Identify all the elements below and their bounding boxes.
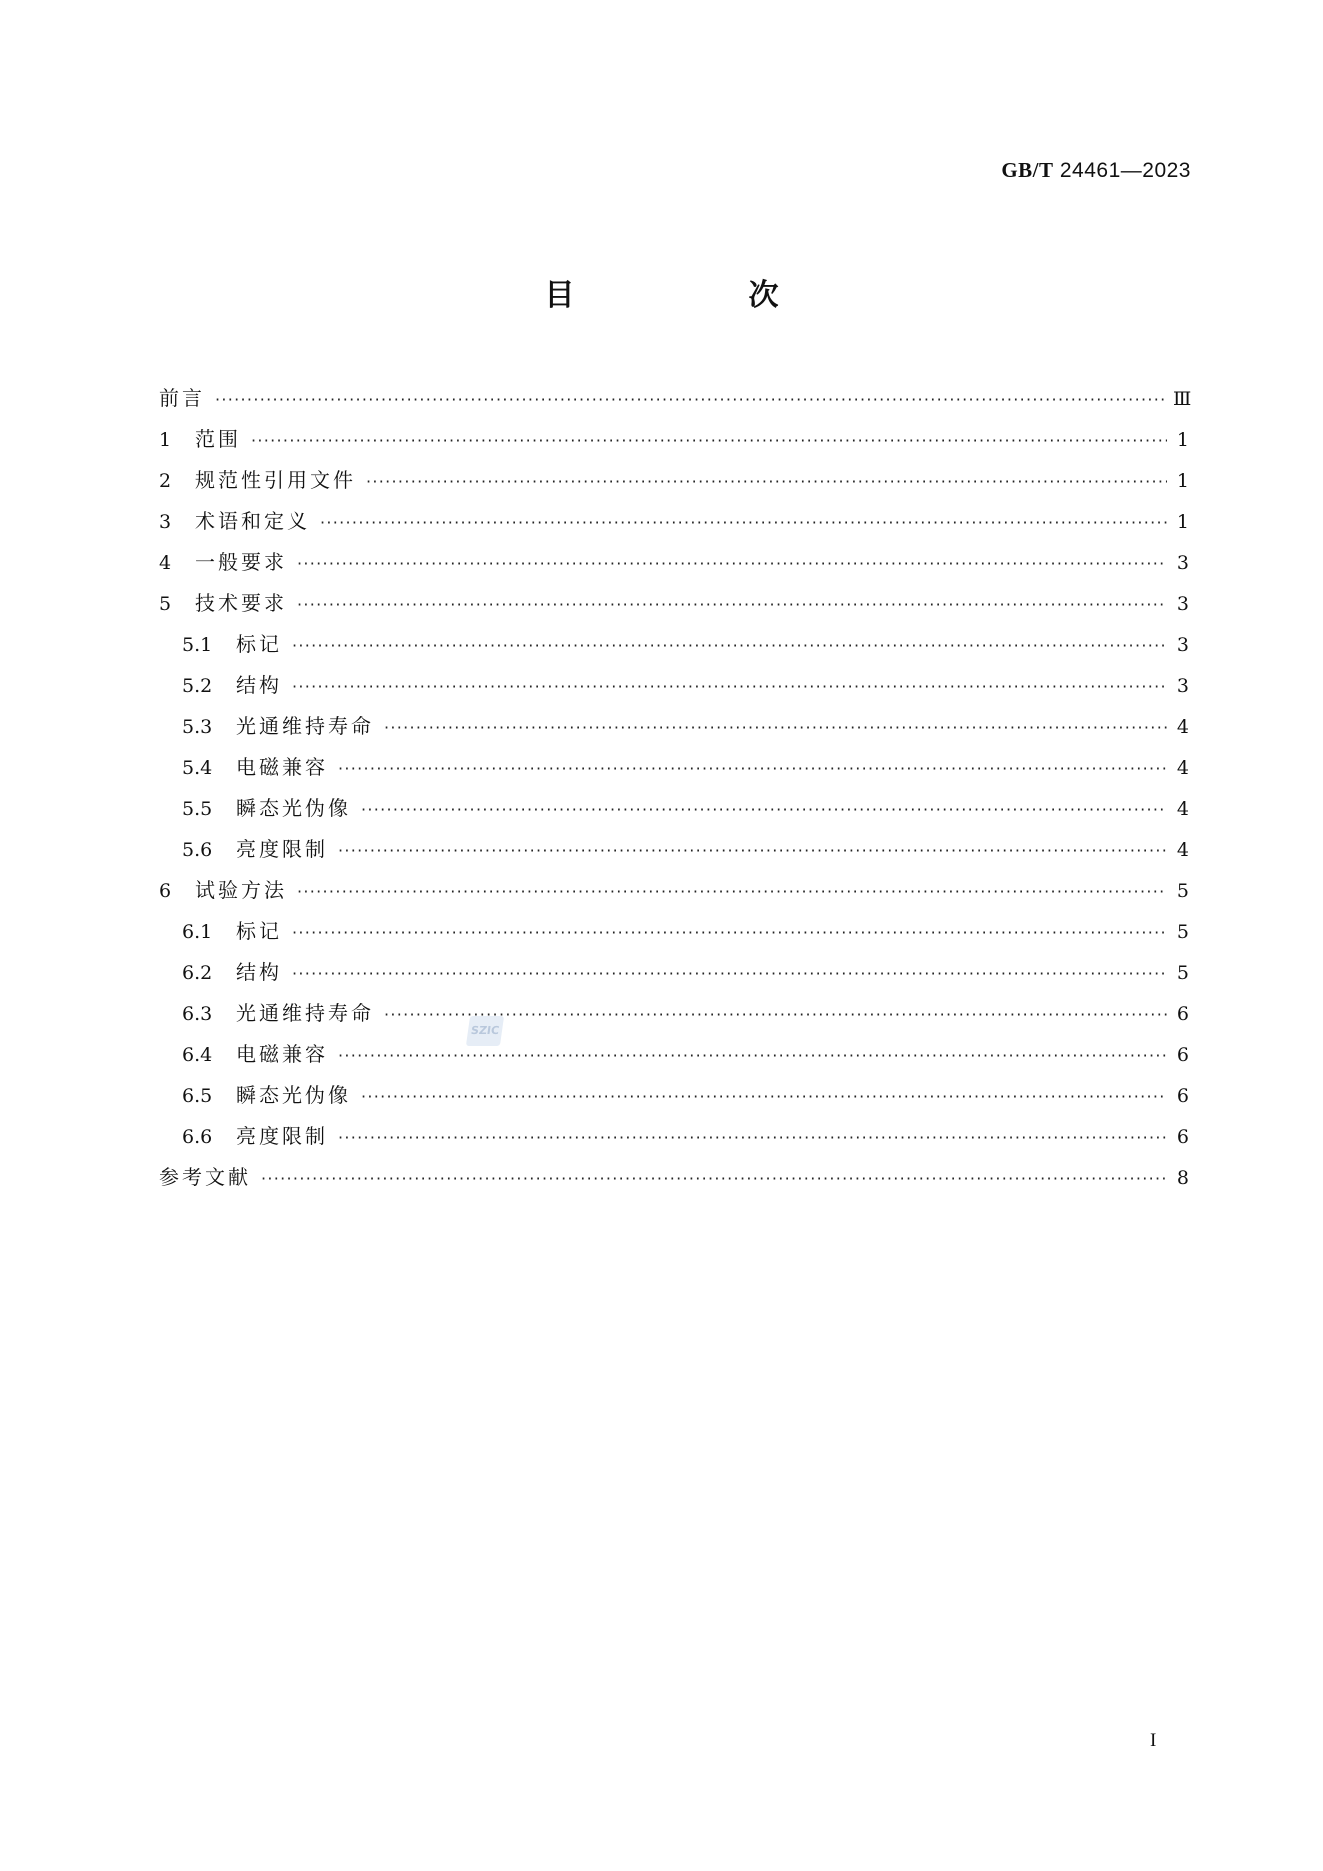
toc-entry-label: 技术要求	[195, 591, 287, 615]
toc-leader-dots	[297, 543, 1167, 584]
standard-prefix: GB/T	[1001, 158, 1054, 182]
toc-title: 目 次	[544, 278, 851, 313]
toc-entry-number: 6.3	[182, 1003, 213, 1025]
standard-code	[1001, 158, 1191, 183]
toc-entry-page: 1	[1176, 470, 1189, 492]
toc-entry-page: 3	[1176, 593, 1189, 615]
toc-entry-page: 4	[1176, 757, 1189, 779]
toc-entry-label: 亮度限制	[236, 837, 328, 861]
toc-entry-page: 4	[1176, 798, 1189, 820]
toc-entry-number: 6.2	[182, 962, 213, 984]
toc-leader-dots	[338, 830, 1167, 871]
toc-entry[interactable]	[159, 501, 1189, 542]
toc-entry-number: 2	[159, 470, 172, 492]
toc-entry-page: 3	[1176, 634, 1189, 656]
toc-entry-number: 6.1	[182, 921, 213, 943]
toc-entry[interactable]	[159, 665, 1189, 706]
toc-entry[interactable]	[159, 1157, 1189, 1198]
toc-entry-number: 5	[159, 593, 172, 615]
toc-leader-dots	[215, 379, 1165, 420]
toc-entry-label: 电磁兼容	[236, 755, 328, 779]
watermark-logo: SZIC	[466, 1016, 504, 1046]
toc-entry-label: 范围	[195, 427, 241, 451]
toc-entry-page: 4	[1176, 839, 1189, 861]
toc-entry[interactable]	[159, 460, 1189, 501]
toc-entry-page: 1	[1176, 429, 1189, 451]
toc-entry[interactable]	[159, 829, 1189, 870]
toc-leader-dots	[251, 420, 1167, 461]
toc-entry-page: 5	[1176, 962, 1189, 984]
toc-entry[interactable]	[159, 1116, 1189, 1157]
toc-leader-dots	[292, 953, 1167, 994]
toc-entry-label: 标记	[236, 919, 282, 943]
toc-entry-page: 5	[1176, 880, 1189, 902]
toc-entry-number: 6	[159, 880, 172, 902]
toc-entry[interactable]	[159, 1034, 1189, 1075]
table-of-contents	[159, 378, 1192, 1198]
toc-entry-page: 4	[1176, 716, 1189, 738]
toc-entry[interactable]	[159, 1075, 1189, 1116]
toc-entry-number: 6.6	[182, 1126, 213, 1148]
toc-entry-number: 5.3	[182, 716, 213, 738]
toc-entry[interactable]	[159, 624, 1189, 665]
toc-entry-label: 结构	[236, 673, 282, 697]
toc-leader-dots	[384, 707, 1167, 748]
toc-entry[interactable]	[159, 952, 1189, 993]
toc-entry-number: 5.5	[182, 798, 213, 820]
toc-entry[interactable]	[159, 993, 1189, 1034]
toc-entry-page: 1	[1176, 511, 1189, 533]
toc-entry-label: 术语和定义	[195, 509, 310, 533]
toc-entry-number: 3	[159, 511, 172, 533]
toc-entry[interactable]	[159, 542, 1189, 583]
toc-entry-number: 5.1	[182, 634, 213, 656]
toc-entry-label: 光通维持寿命	[236, 714, 374, 738]
toc-entry-number: 5.6	[182, 839, 213, 861]
toc-entry-label: 瞬态光伪像	[236, 1083, 351, 1107]
toc-leader-dots	[292, 666, 1167, 707]
toc-entry-label: 一般要求	[195, 550, 287, 574]
toc-entry-page: 6	[1176, 1085, 1189, 1107]
toc-entry[interactable]	[159, 378, 1192, 419]
toc-entry-number: 1	[159, 429, 172, 451]
toc-leader-dots	[338, 1117, 1167, 1158]
toc-entry-number: 6.4	[182, 1044, 213, 1066]
toc-entry-page: 3	[1176, 675, 1189, 697]
toc-entry-page: 6	[1176, 1044, 1189, 1066]
standard-number: 24461—2023	[1059, 159, 1191, 182]
toc-entry-number: 5.2	[182, 675, 213, 697]
toc-entry[interactable]	[159, 747, 1189, 788]
toc-leader-dots	[297, 584, 1167, 625]
toc-leader-dots	[366, 461, 1167, 502]
toc-leader-dots	[361, 1076, 1167, 1117]
toc-leader-dots	[292, 912, 1167, 953]
page-number: I	[1150, 1730, 1157, 1751]
toc-entry-page: Ⅲ	[1172, 388, 1192, 410]
toc-entry[interactable]	[159, 911, 1189, 952]
toc-entry-label: 结构	[236, 960, 282, 984]
toc-entry-number: 6.5	[182, 1085, 213, 1107]
toc-entry-label: 瞬态光伪像	[236, 796, 351, 820]
toc-entry[interactable]	[159, 583, 1189, 624]
toc-entry-page: 3	[1176, 552, 1189, 574]
toc-entry-label: 标记	[236, 632, 282, 656]
toc-entry-page: 8	[1176, 1167, 1189, 1189]
toc-leader-dots	[261, 1158, 1167, 1199]
toc-entry-label: 规范性引用文件	[195, 468, 356, 492]
toc-entry-label: 电磁兼容	[236, 1042, 328, 1066]
toc-entry-label: 前言	[159, 386, 205, 410]
toc-leader-dots	[297, 871, 1167, 912]
toc-entry-number: 5.4	[182, 757, 213, 779]
toc-leader-dots	[338, 1035, 1167, 1076]
toc-entry-label: 亮度限制	[236, 1124, 328, 1148]
toc-entry[interactable]	[159, 419, 1189, 460]
toc-leader-dots	[361, 789, 1167, 830]
toc-entry-label: 光通维持寿命	[236, 1001, 374, 1025]
toc-entry-page: 5	[1176, 921, 1189, 943]
toc-leader-dots	[292, 625, 1167, 666]
toc-entry-label: 参考文献	[159, 1165, 251, 1189]
toc-entry-page: 6	[1176, 1003, 1189, 1025]
toc-leader-dots	[338, 748, 1167, 789]
toc-entry[interactable]	[159, 706, 1189, 747]
toc-entry-number: 4	[159, 552, 172, 574]
toc-entry-page: 6	[1176, 1126, 1189, 1148]
toc-entry[interactable]	[159, 788, 1189, 829]
toc-entry[interactable]	[159, 870, 1189, 911]
toc-leader-dots	[320, 502, 1167, 543]
toc-entry-label: 试验方法	[195, 878, 287, 902]
